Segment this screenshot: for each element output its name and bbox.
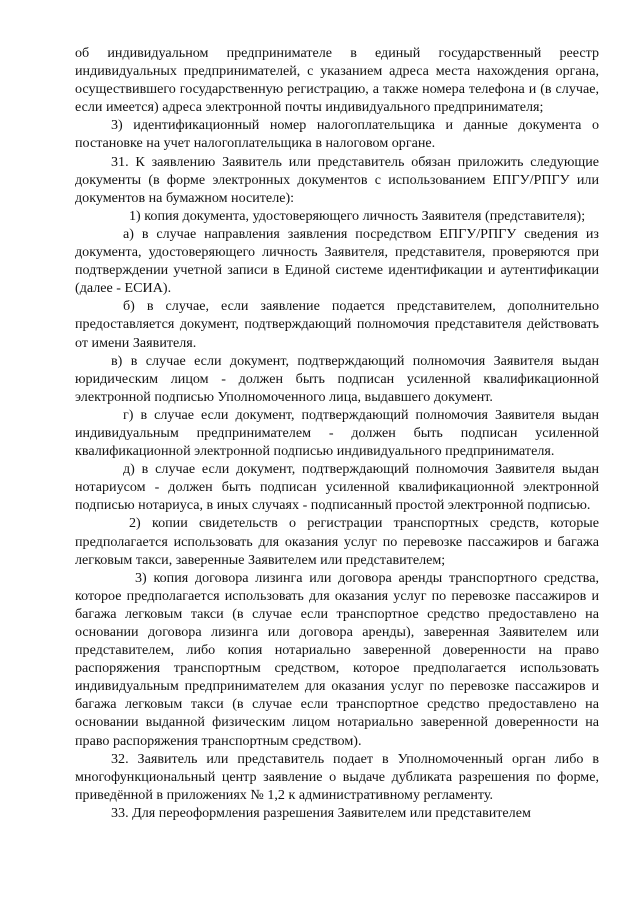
paragraph-continuation: об индивидуальном предпринимателе в единый государственный реестр индивидуальных предпринимателей, с указанием адреса места нахождения органа, осуществившего государственную регистрацию, а также номера телефона и (в случае, если имеется) адреса электронной почты индивидуального предпринимателя; bbox=[75, 45, 599, 116]
paragraph-sub-v: в) в случае если документ, подтверждающий полномочия Заявителя выдан юридическим лицом - должен быть подписан усиленной квалификационной электронной подписью Уполномоченного лица, выдавшего документ. bbox=[75, 352, 599, 405]
document-body bbox=[75, 44, 599, 822]
paragraph-item-3-tax-id: 3) идентификационный номер налогоплательщика и данные документа о постановке на учет налогоплательщика в налоговом органе. bbox=[75, 117, 599, 152]
paragraph-item-1-identity-copy: 1) копия документа, удостоверяющего личность Заявителя (представителя); bbox=[129, 207, 586, 224]
paragraph-clause-31: 31. К заявлению Заявитель или представитель обязан приложить следующие документы (в форме электронных документов с использованием ЕПГУ/РПГУ или документов на бумажном носителе): bbox=[75, 153, 599, 206]
paragraph-item-3-lease-copy: 3) копия договора лизинга или договора аренды транспортного средства, которое предполагается использовать для оказания услуг по перевозке пассажиров и багажа легковым такси (в случае если транспортное средство предоставлено на основании договора лизинга или договора аренды), заверенная Заявителем или представителем, либо копия нотариально заверенной доверенности на право распоряжения транспортным средством, которое предполагается использовать индивидуальным предпринимателем для оказания услуг по перевозке пассажиров и багажа легковым такси (в случае если транспортное средство предоставлено на основании выданной физическим лицом нотариально заверенной доверенности на право распоряжения транспортным средством). bbox=[75, 569, 599, 749]
paragraph-clause-32: 32. Заявитель или представитель подает в Уполномоченный орган либо в многофункциональный центр заявление о выдаче дубликата разрешения по форме, приведённой в приложениях № 1,2 к административному регламенту. bbox=[75, 750, 599, 803]
paragraph-item-2-registration-copies: 2) копии свидетельств о регистрации транспортных средств, которые предполагается использовать для оказания услуг по перевозке пассажиров и багажа легковым такси, заверенные Заявителем или представителем; bbox=[75, 515, 599, 568]
paragraph-sub-b: б) в случае, если заявление подается представителем, дополнительно предоставляется документ, подтверждающий полномочия представителя действовать от имени Заявителя. bbox=[75, 298, 599, 351]
paragraph-clause-33: 33. Для переоформления разрешения Заявителем или представителем bbox=[111, 804, 531, 821]
paragraph-sub-a: а) в случае направления заявления посредством ЕПГУ/РПГУ сведения из документа, удостоверяющего личность Заявителя, представителя, проверяются при подтверждении учетной записи в Единой системе идентификации и аутентификации (далее - ЕСИА). bbox=[75, 225, 599, 297]
paragraph-sub-g: г) в случае если документ, подтверждающий полномочия Заявителя выдан индивидуальным предпринимателем - должен быть подписан усиленной квалификационной электронной подписью индивидуального предпринимателя. bbox=[75, 406, 599, 460]
paragraph-sub-d: д) в случае если документ, подтверждающий полномочия Заявителя выдан нотариусом - должен быть подписан усиленной квалификационной электронной подписью нотариуса, в иных случаях - подписанный простой электронной подписью. bbox=[75, 461, 599, 514]
